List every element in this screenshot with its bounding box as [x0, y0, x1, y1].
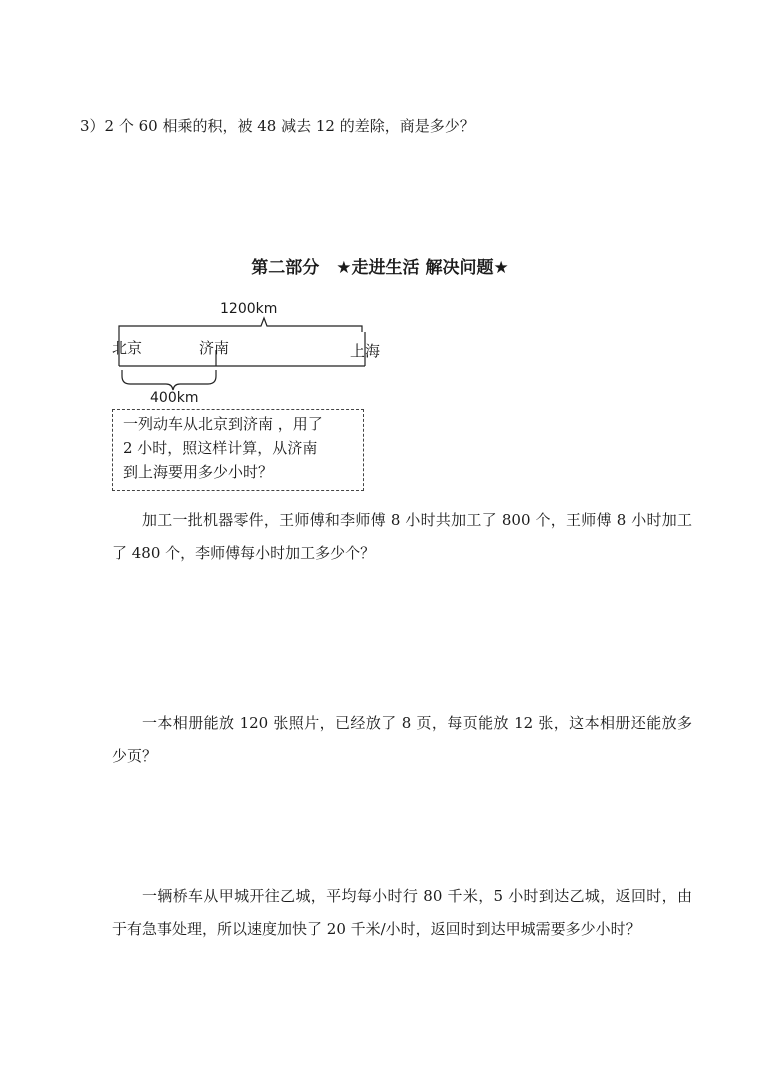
boxed-problem: [112, 409, 364, 491]
distance-diagram: [100, 290, 400, 410]
total-distance-brace: [119, 318, 362, 332]
question-3: 3）2 个 60 相乘的积，被 48 减去 12 的差除，商是多少？: [80, 117, 475, 135]
partial-distance-label: 400km: [150, 390, 199, 406]
partial-distance-brace: [122, 370, 216, 390]
total-distance-label: 1200km: [220, 301, 278, 317]
problem-photo-album: 一本相册能放 120 张照片，已经放了 8 页，每页能放 12 张，这本相册还能放多少页？: [112, 714, 692, 765]
city-beijing: 北京: [112, 339, 143, 357]
city-shanghai: 上海: [350, 342, 381, 360]
city-jinan: 济南: [199, 339, 230, 357]
boxed-problem-line: 2 小时，照这样计算，从济南: [123, 439, 318, 457]
problem-machine-parts: 加工一批机器零件，王师傅和李师傅 8 小时共加工了 800 个，王师傅 8 小时加工了 480 个，李师傅每小时加工多少个？: [112, 511, 692, 562]
problem-car-trip: 一辆桥车从甲城开往乙城，平均每小时行 80 千米，5 小时到达乙城，返回时，由于有急事处理，所以速度加快了 20 千米/小时，返回时到达甲城需要多少小时？: [112, 887, 692, 938]
boxed-problem-line: 一列动车从北京到济南 ，用了: [123, 415, 323, 433]
section-title: 第二部分 ★走进生活 解决问题★: [251, 258, 509, 278]
boxed-problem-line: 到上海要用多少小时？: [123, 463, 274, 481]
